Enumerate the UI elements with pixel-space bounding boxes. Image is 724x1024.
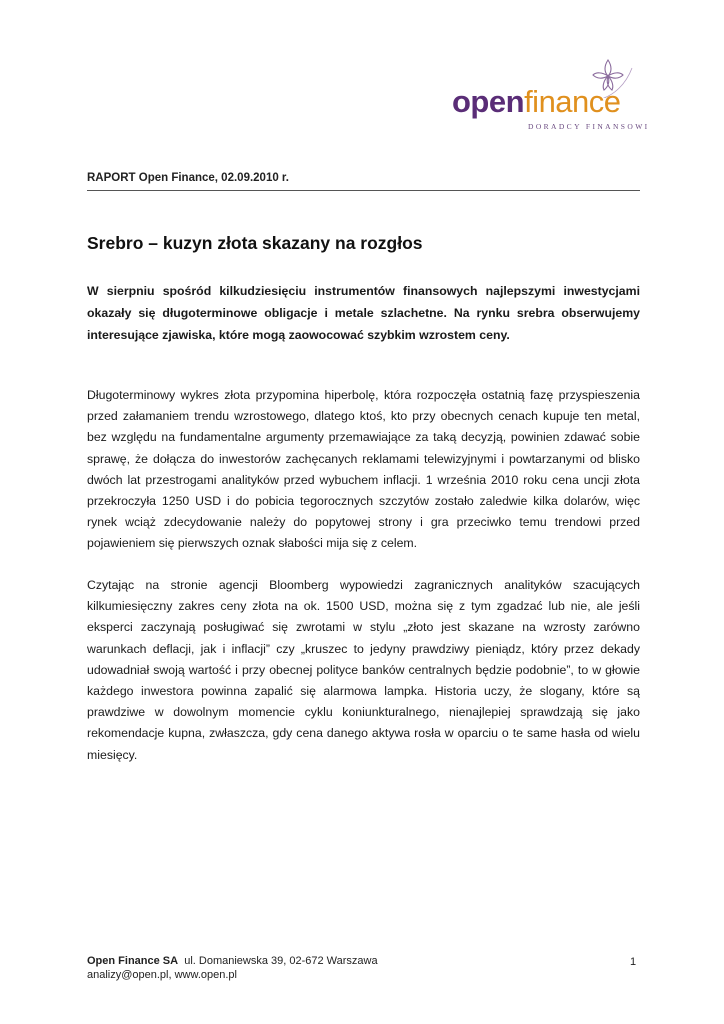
footer-contact <box>87 954 378 982</box>
footer-company: Open Finance SA <box>87 955 179 967</box>
report-header: RAPORT Open Finance, 02.09.2010 r. <box>87 172 289 184</box>
page-number: 1 <box>630 956 637 968</box>
article-lead: W sierpniu spośród kilkudziesięciu instrumentów finansowych najlepszymi inwestycjami okazały się długoterminowe obligacje i metale szlachetne. Na rynku srebra obserwujemy interesujące zjawiska, które mogą zaowocować szybkim wzrostem ceny. <box>87 284 640 342</box>
footer-links: analizy@open.pl, www.open.pl <box>87 969 237 981</box>
article-paragraph: Czytając na stronie agencji Bloomberg wypowiedzi zagranicznych analityków szacujących kilkumiesięczny zakres ceny złota na ok. 1500 USD, można się z tym zgadzać lub nie, ale jeśli eksperci zaczynają posługiwać się zwrotami w stylu „złoto jest skazane na wzrosty zarówno warunkach deflacji, jak i inflacji” czy „kruszec to jedyny prawdziwy pieniądz, który przez dekady udowadniał swoją wartość i przy obecnej polityce banków centralnych będzie podobnie”, to w głowie każdego inwestora powinna zapalić się alarmowa lampka. Historia uczy, że slogany, które są prawdziwe w dowolnym momencie cyklu koniunkturalnego, nienajlepiej sprawdzają się jako rekomendacje kupna, zwłaszcza, gdy cena danego aktywa rosła w oparciu o te same hasła od wielu miesięcy. <box>87 578 640 762</box>
header-divider <box>87 190 640 191</box>
article-paragraph: Długoterminowy wykres złota przypomina hiperbolę, która rozpoczęła ostatnią fazę przyspieszenia przed załamaniem trendu wzrostowego, dlatego ktoś, kto przy obecnych cenach kupuje ten metal, bez względu na fundamentalne argumenty przemawiające za taką decyzją, powinien zdawać sobie sprawę, że dołącza do inwestorów zachęcanych reklamami telewizyjnymi i powtarzanymi od blisko dwóch lat przestrogami analityków przed wybuchem inflacji. 1 września 2010 roku cena uncji złota przekroczyła 1250 USD i do pobicia tegorocznych szczytów zostało zaledwie kilka dolarów, więc rynek wciąż zdecydowanie należy do popytowej strony i gra przeciwko temu trendowi przed pojawieniem się pierwszych oznak słabości mija się z celem. <box>87 388 640 551</box>
logo-wordmark <box>452 86 621 118</box>
article-title: Srebro – kuzyn złota skazany na rozgłos <box>87 233 423 253</box>
footer-address: ul. Domaniewska 39, 02-672 Warszawa <box>184 955 378 967</box>
logo-tagline: DORADCY FINANSOWI <box>528 122 650 131</box>
open-finance-logo <box>452 56 650 132</box>
logo-finance-text: finance <box>524 84 621 119</box>
logo-open-text: open <box>452 84 525 119</box>
